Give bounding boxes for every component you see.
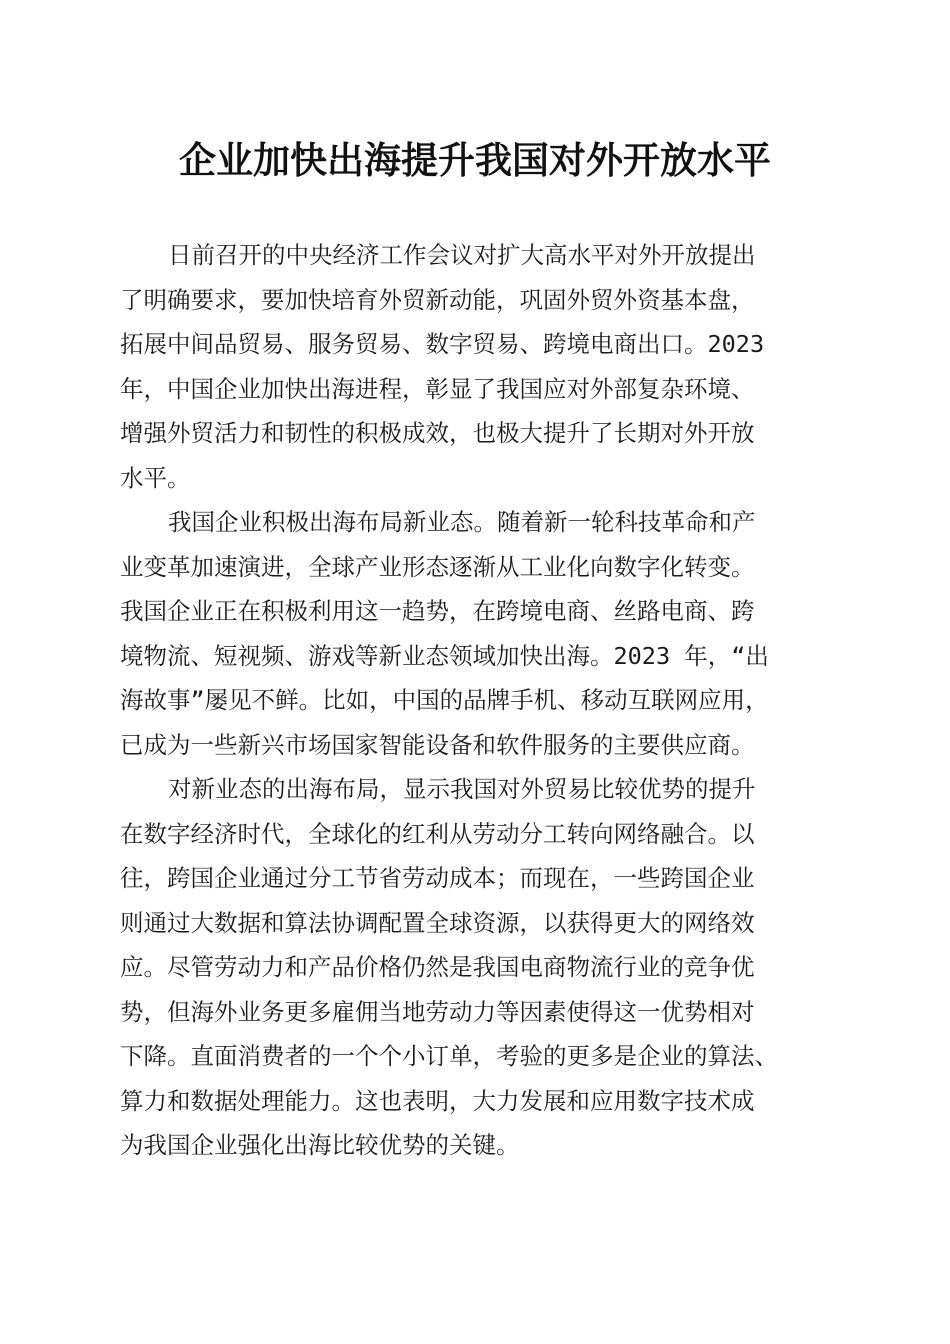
paragraph-line: 业变革加速演进，全球产业形态逐渐从工业化向数字化转变。 (120, 552, 755, 581)
paragraph-line: 算力和数据处理能力。这也表明，大力发展和应用数字技术成 (120, 1086, 755, 1115)
paragraph-line: 应。尽管劳动力和产品价格仍然是我国电商物流行业的竞争优 (120, 953, 755, 981)
paragraph-2 (120, 500, 824, 767)
paragraph-line: 日前召开的中央经济工作会议对扩大高水平对外开放提出 (168, 241, 756, 269)
document-title: 企业加快出海提升我国对外开放水平 (179, 138, 771, 182)
paragraph-line: 在数字经济时代，全球化的红利从劳动分工转向网络融合。以 (120, 819, 755, 848)
paragraph-line: 势，但海外业务更多雇佣当地劳动力等因素使得这一优势相对 (120, 997, 755, 1026)
paragraph-line: 已成为一些新兴市场国家智能设备和软件服务的主要供应商。 (120, 730, 755, 759)
paragraph-line: 为我国企业强化出海比较优势的关键。 (120, 1131, 520, 1159)
paragraph-line: 我国企业积极出海布局新业态。随着新一轮科技革命和产 (168, 508, 756, 536)
paragraph-line: 水平。 (120, 463, 191, 492)
paragraph-line: 海故事”屡见不鲜。比如，中国的品牌手机、移动互联网应用， (120, 686, 769, 714)
paragraph-line: 年，中国企业加快出海进程，彰显了我国应对外部复杂环境、 (120, 374, 755, 403)
paragraph-line: 对新业态的出海布局，显示我国对外贸易比较优势的提升 (168, 775, 756, 803)
paragraph-line: 往，跨国企业通过分工节省劳动成本；而现在，一些跨国企业 (120, 864, 755, 892)
paragraph-1 (120, 233, 824, 500)
paragraph-3 (120, 767, 824, 1168)
paragraph-line: 了明确要求，要加快培育外贸新动能，巩固外贸外资基本盘， (120, 285, 755, 314)
paragraph-line: 则通过大数据和算法协调配置全球资源，以获得更大的网络效 (120, 908, 755, 937)
paragraph-line: 拓展中间品贸易、服务贸易、数字贸易、跨境电商出口。2023 (120, 330, 765, 358)
paragraph-line: 我国企业正在积极利用这一趋势，在跨境电商、丝路电商、跨 (120, 597, 755, 625)
paragraph-line: 境物流、短视频、游戏等新业态领域加快出海。2023 年，“出 (120, 641, 769, 670)
paragraph-line: 增强外贸活力和韧性的积极成效，也极大提升了长期对外开放 (120, 419, 755, 447)
document-body (120, 233, 824, 1168)
paragraph-line: 下降。直面消费者的一个个小订单，考验的更多是企业的算法、 (120, 1042, 778, 1070)
